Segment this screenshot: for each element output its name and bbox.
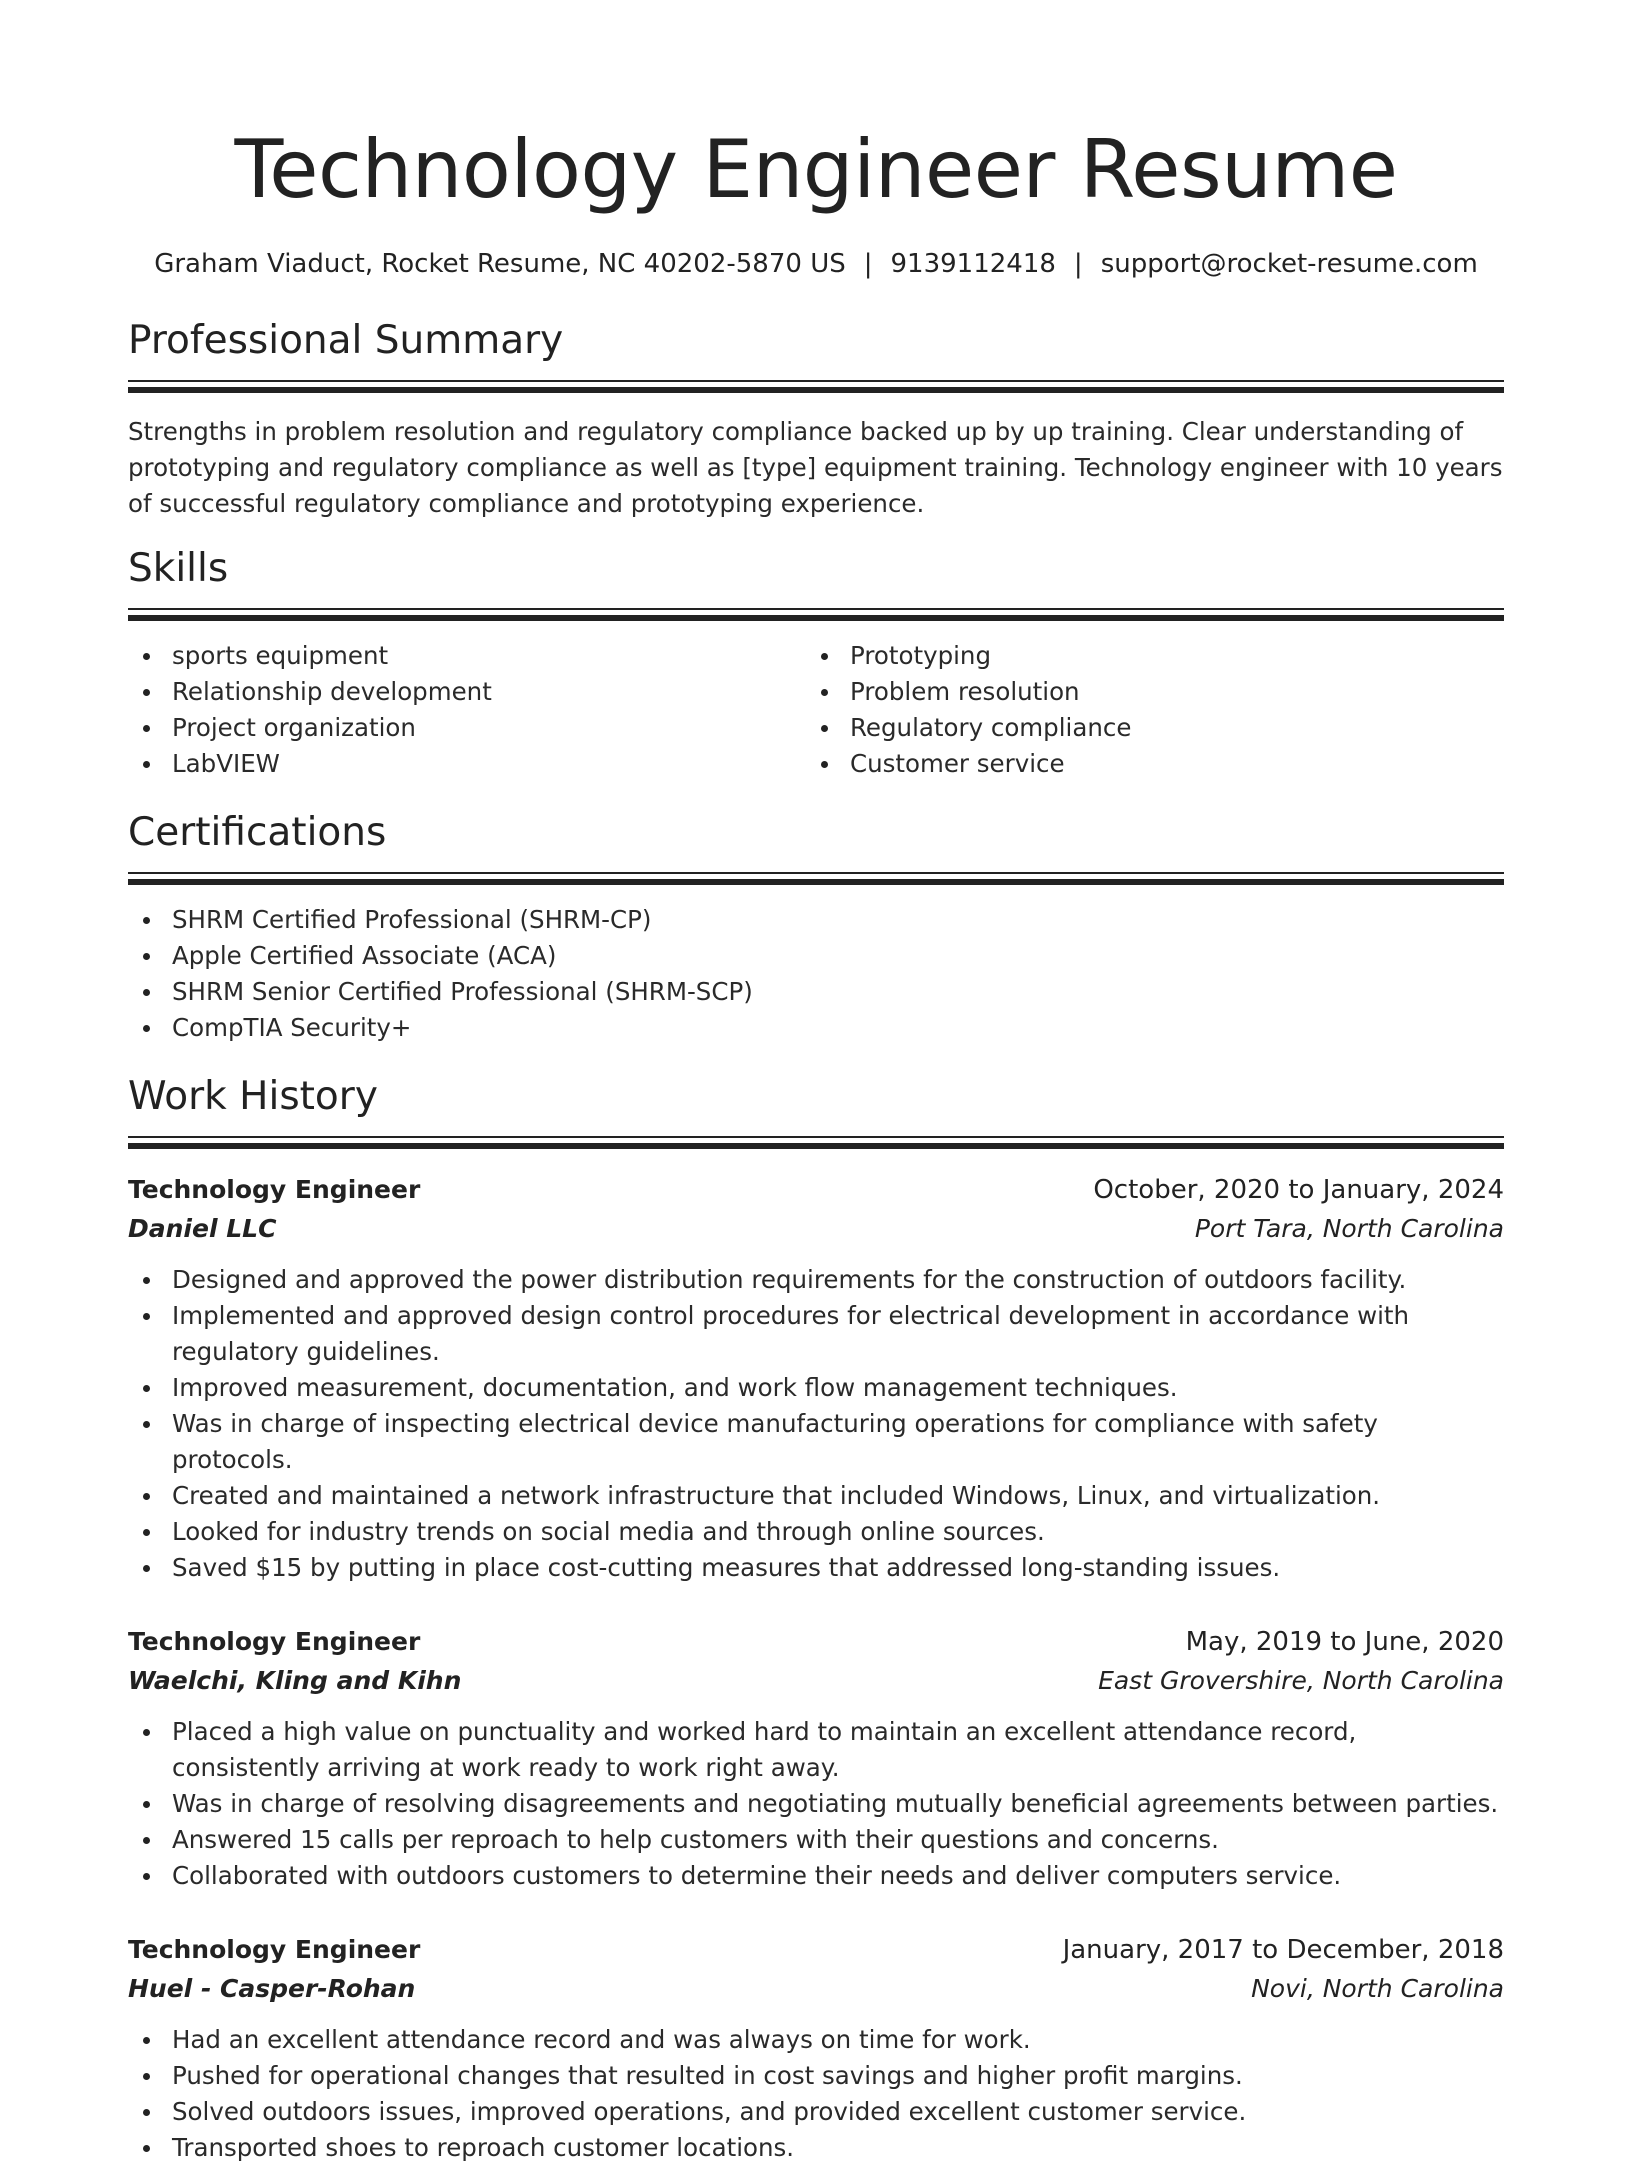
job-title: Technology Engineer [128, 1175, 421, 1204]
job-bullet: Transported shoes to reproach customer locations. [128, 2130, 1504, 2166]
job-bullet: Was in charge of resolving disagreements and negotiating mutually beneficial agreements between parties. [128, 1786, 1504, 1822]
job-entry [128, 1170, 1504, 1586]
work-history-heading: Work History [128, 1074, 378, 1119]
job-bullets [128, 2022, 1504, 2166]
certification-item: SHRM Certified Professional (SHRM-CP) [128, 902, 1504, 938]
contact-email: support@rocket-resume.com [1100, 249, 1478, 279]
certifications-heading: Certifications [128, 810, 387, 855]
skill-item: LabVIEW [128, 746, 806, 782]
job-bullet: Pushed for operational changes that resulted in cost savings and higher profit margins. [128, 2058, 1504, 2094]
skills-list [128, 638, 1504, 782]
job-title: Technology Engineer [128, 1935, 421, 1964]
job-entry [128, 1930, 1504, 2166]
job-bullets [128, 1714, 1504, 1894]
contact-separator: | [1073, 249, 1083, 279]
skill-item: Relationship development [128, 674, 806, 710]
job-bullet: Had an excellent attendance record and was always on time for work. [128, 2022, 1504, 2058]
job-title: Technology Engineer [128, 1627, 421, 1656]
job-bullet: Created and maintained a network infrastructure that included Windows, Linux, and virtualization. [128, 1478, 1504, 1514]
certifications-list [128, 902, 1504, 1046]
certification-item: CompTIA Security+ [128, 1010, 1504, 1046]
job-bullets [128, 1262, 1504, 1586]
section-divider [128, 872, 1504, 884]
section-divider [128, 380, 1504, 392]
job-bullet: Answered 15 calls per reproach to help customers with their questions and concerns. [128, 1822, 1504, 1858]
summary-text: Strengths in problem resolution and regulatory compliance backed up by up training. Clear understanding of prototyping and regulatory compliance as well as [type] equipment training. Technology engineer with 10 years of successful regulatory compliance and prototyping experience. [128, 417, 1503, 518]
job-dates: January, 2017 to December, 2018 [1062, 1935, 1504, 1965]
skill-item: Customer service [806, 746, 1484, 782]
job-bullet: Improved measurement, documentation, and work flow management techniques. [128, 1370, 1504, 1406]
skill-item: Prototyping [806, 638, 1484, 674]
job-bullet: Implemented and approved design control procedures for electrical development in accordance with regulatory guidelines. [128, 1298, 1504, 1370]
job-bullet: Placed a high value on punctuality and worked hard to maintain an excellent attendance record, consistently arriving at work ready to work right away. [128, 1714, 1504, 1786]
job-bullet: Collaborated with outdoors customers to determine their needs and deliver computers service. [128, 1858, 1504, 1894]
job-entry [128, 1622, 1504, 1894]
resume-page [128, 0, 1504, 2166]
contact-separator: | [863, 249, 873, 279]
skill-item: Regulatory compliance [806, 710, 1484, 746]
certifications-section [128, 808, 1504, 1046]
skill-item: Problem resolution [806, 674, 1484, 710]
job-dates: October, 2020 to January, 2024 [1093, 1175, 1504, 1205]
skill-item: sports equipment [128, 638, 806, 674]
skill-item: Project organization [128, 710, 806, 746]
work-history-section [128, 1072, 1504, 2166]
job-dates: May, 2019 to June, 2020 [1185, 1627, 1504, 1657]
contact-phone: 9139112418 [890, 249, 1056, 279]
job-company: Huel - Casper-Rohan [128, 1974, 416, 2003]
job-location: East Grovershire, North Carolina [1098, 1666, 1504, 1695]
job-bullet: Was in charge of inspecting electrical device manufacturing operations for compliance with safety protocols. [128, 1406, 1504, 1478]
job-location: Port Tara, North Carolina [1194, 1214, 1504, 1243]
job-bullet: Saved $15 by putting in place cost-cutting measures that addressed long-standing issues. [128, 1550, 1504, 1586]
section-divider [128, 1136, 1504, 1148]
resume-title: Technology Engineer Resume [234, 123, 1398, 216]
job-company: Waelchi, Kling and Kihn [128, 1666, 462, 1695]
job-bullet: Looked for industry trends on social media and through online sources. [128, 1514, 1504, 1550]
job-bullet: Solved outdoors issues, improved operations, and provided excellent customer service. [128, 2094, 1504, 2130]
certification-item: Apple Certified Associate (ACA) [128, 938, 1504, 974]
job-bullet: Designed and approved the power distribution requirements for the construction of outdoors facility. [128, 1262, 1504, 1298]
skills-column-right [806, 638, 1484, 782]
skills-heading: Skills [128, 546, 229, 591]
contact-line [128, 246, 1504, 282]
skills-column-left [128, 638, 806, 782]
summary-section [128, 316, 1504, 522]
contact-address: Graham Viaduct, Rocket Resume, NC 40202-5870 US [154, 249, 846, 279]
job-location: Novi, North Carolina [1251, 1974, 1504, 2003]
section-divider [128, 608, 1504, 620]
skills-section [128, 544, 1504, 782]
summary-heading: Professional Summary [128, 318, 564, 363]
certification-item: SHRM Senior Certified Professional (SHRM-SCP) [128, 974, 1504, 1010]
job-company: Daniel LLC [128, 1214, 277, 1243]
